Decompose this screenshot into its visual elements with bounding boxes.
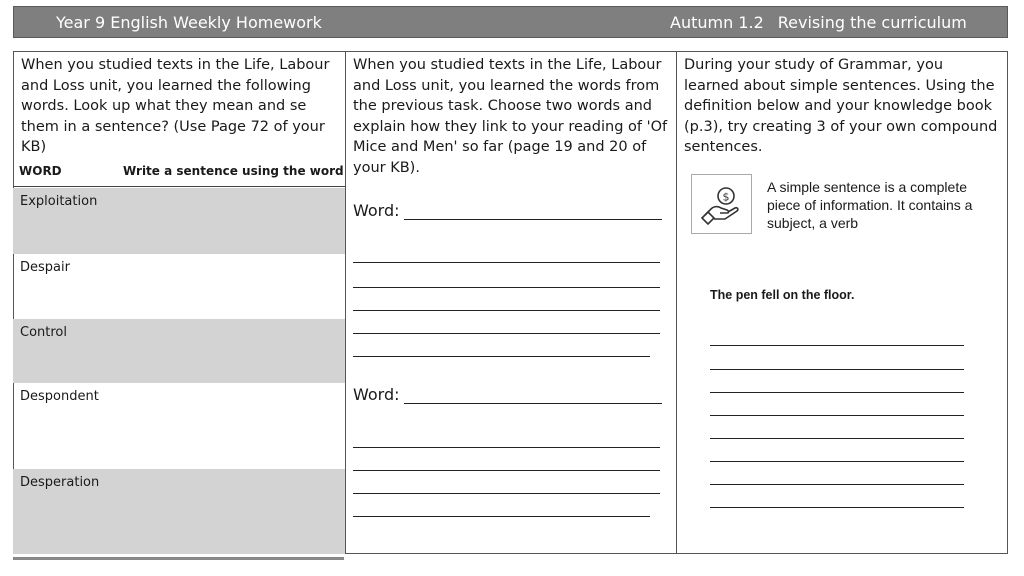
- column-divider: [345, 51, 346, 554]
- writing-line[interactable]: [710, 345, 964, 346]
- word-column-header: WORD: [19, 164, 62, 178]
- table-row[interactable]: [13, 469, 345, 554]
- word-cell: Despair: [20, 260, 70, 275]
- money-hand-icon: [691, 174, 752, 234]
- table-row[interactable]: [13, 383, 345, 469]
- word-cell: Desperation: [20, 475, 100, 490]
- writing-line[interactable]: [710, 484, 964, 485]
- word-label: Word:: [353, 201, 400, 220]
- writing-line[interactable]: [353, 516, 650, 517]
- sentence-column-header: Write a sentence using the word: [123, 164, 344, 178]
- header-bar: [13, 6, 1008, 38]
- column2-instructions: When you studied texts in the Life, Labour and Loss unit, you learned the words from the previous task. Choose two words and explain how they link to your reading of 'Of Mice and Men' so far (page 19 and 20 of your KB).: [353, 57, 668, 176]
- header-right: [670, 13, 981, 32]
- writing-line[interactable]: [710, 369, 964, 370]
- word-field-2[interactable]: [353, 385, 662, 404]
- column3-instructions: During your study of Grammar, you learned about simple sentences. Using the definition below and your knowledge book (p.3), try creating 3 of your own compound sentences.: [684, 57, 998, 155]
- word-blank[interactable]: [404, 203, 662, 220]
- word-cell: Exploitation: [20, 194, 98, 209]
- word-blank[interactable]: [404, 387, 662, 404]
- writing-line[interactable]: [353, 470, 660, 471]
- table-row[interactable]: [13, 319, 345, 383]
- writing-line[interactable]: [353, 287, 660, 288]
- word-cell: Despondent: [20, 389, 99, 404]
- word-cell: Control: [20, 325, 67, 340]
- table-row[interactable]: [13, 188, 345, 254]
- table-header: [13, 159, 345, 187]
- page-title: Year 9 English Weekly Homework: [56, 13, 322, 32]
- writing-line[interactable]: [710, 461, 964, 462]
- writing-line[interactable]: [353, 356, 650, 357]
- writing-line[interactable]: [353, 333, 660, 334]
- writing-line[interactable]: [710, 392, 964, 393]
- svg-text:$: $: [722, 190, 730, 204]
- term-label: Autumn 1.2: [670, 13, 764, 32]
- table-row[interactable]: [13, 254, 345, 319]
- topic-label: Revising the curriculum: [777, 13, 967, 32]
- writing-line[interactable]: [353, 493, 660, 494]
- writing-line[interactable]: [710, 507, 964, 508]
- column-divider: [676, 51, 677, 554]
- table-bottom-border: [13, 557, 344, 560]
- word-label: Word:: [353, 385, 400, 404]
- writing-line[interactable]: [353, 447, 660, 448]
- writing-line[interactable]: [353, 310, 660, 311]
- definition-text: A simple sentence is a complete piece of information. It contains a subject, a verb: [767, 179, 973, 231]
- example-sentence: The pen fell on the floor.: [710, 288, 855, 302]
- column1-instructions: When you studied texts in the Life, Labour and Loss unit, you learned the following words. Look up what they mean and se them in a sentence? (Use Page 72 of your KB): [21, 57, 330, 155]
- writing-line[interactable]: [353, 262, 660, 263]
- word-field-1[interactable]: [353, 201, 662, 220]
- writing-line[interactable]: [710, 438, 964, 439]
- writing-line[interactable]: [710, 415, 964, 416]
